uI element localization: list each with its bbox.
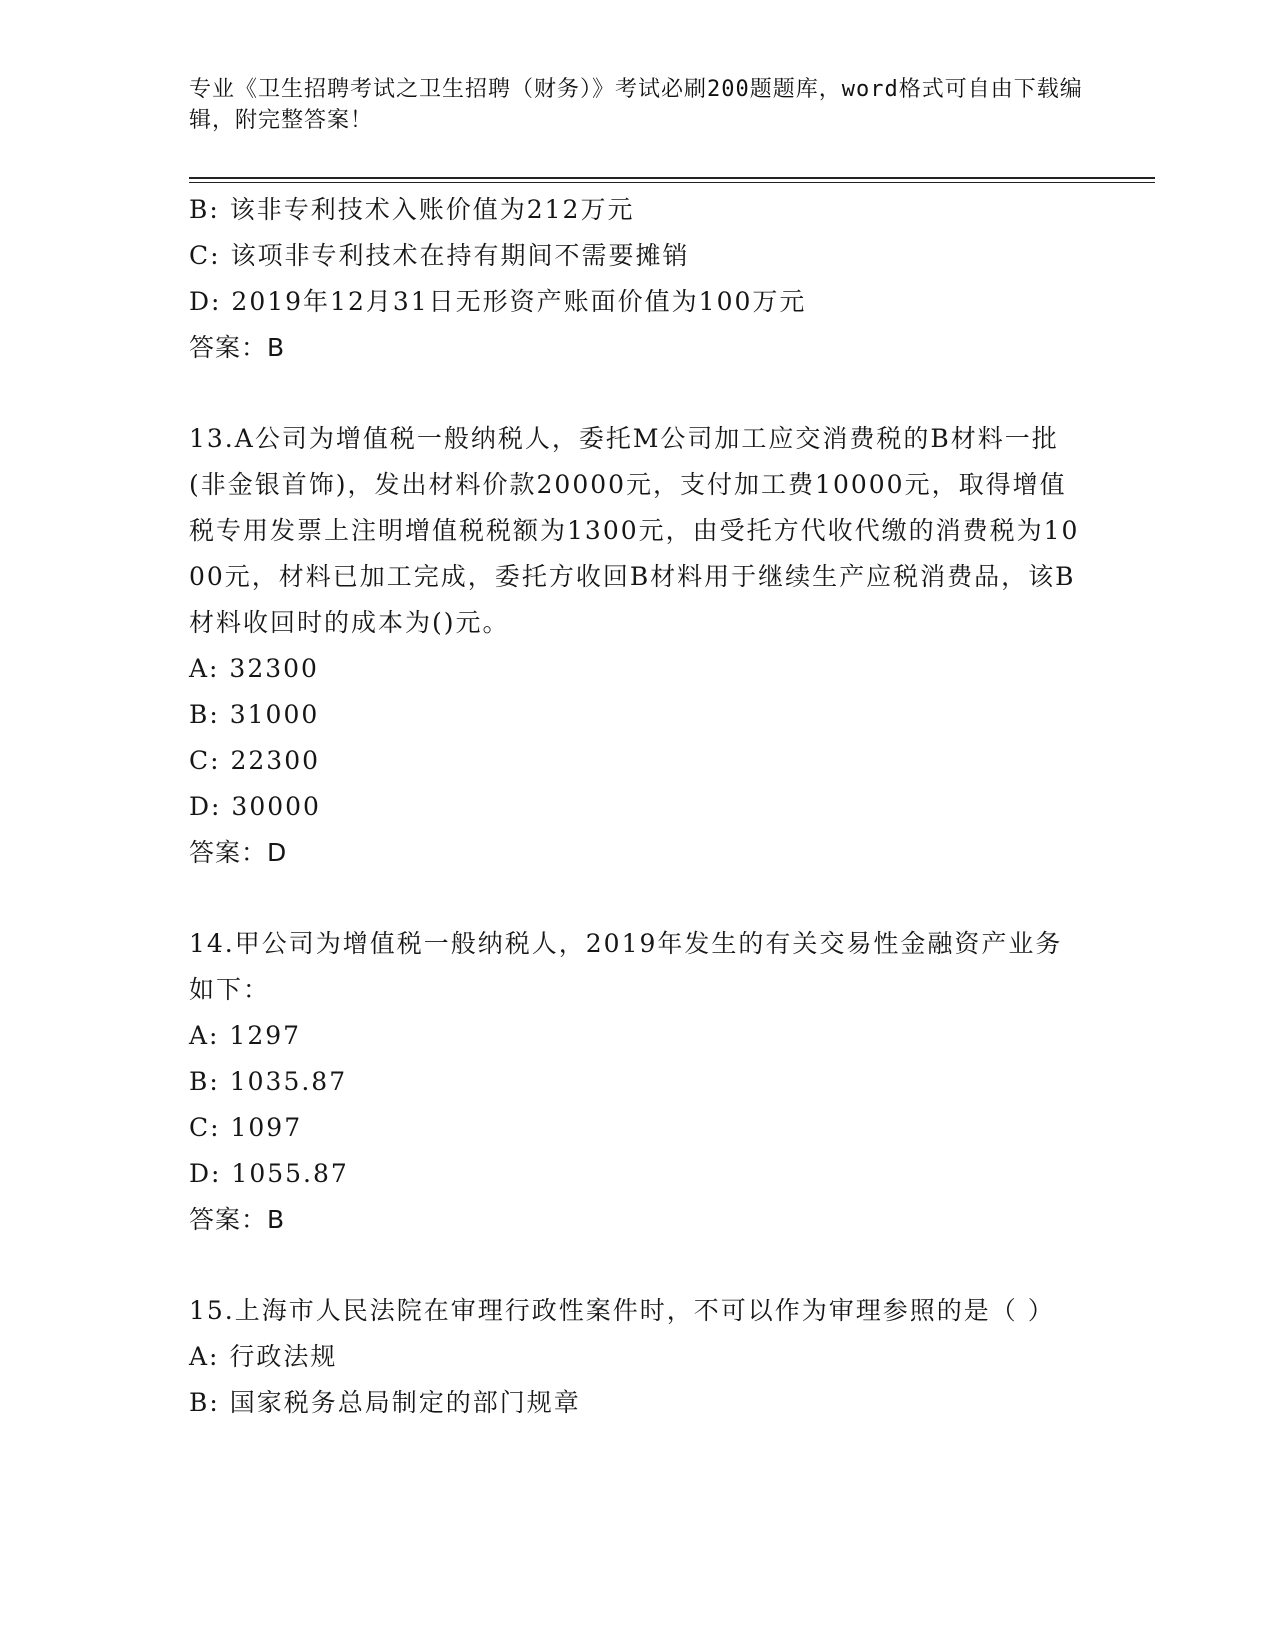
- question-stem: 14.甲公司为增值税一般纳税人，2019年发生的有关交易性金融资产业务如下：: [189, 929, 1063, 1004]
- option-b: B: 国家税务总局制定的部门规章: [189, 1388, 581, 1417]
- option-c: C: 22300: [189, 746, 321, 775]
- option-b: B: 1035.87: [189, 1067, 348, 1096]
- answer-line: 答案：B: [189, 333, 286, 362]
- question-13: [189, 416, 1089, 876]
- option-d: D: 30000: [189, 792, 321, 821]
- option-c: C: 1097: [189, 1113, 303, 1142]
- spacer: [189, 1243, 1089, 1288]
- question-14: [189, 921, 1089, 1243]
- question-list: [189, 187, 1089, 1426]
- question-12-continued: [189, 187, 1089, 371]
- option-b: B: 31000: [189, 700, 320, 729]
- option-a: A: 32300: [189, 654, 319, 683]
- document-header: 专业《卫生招聘考试之卫生招聘（财务）》考试必刷200题题库，word格式可自由下载编辑，附完整答案！: [189, 77, 1083, 133]
- question-15: [189, 1288, 1089, 1426]
- question-stem: 13.A公司为增值税一般纳税人，委托M公司加工应交消费税的B材料一批(非金银首饰)，发出材料价款20000元，支付加工费10000元，取得增值税专用发票上注明增值税税额为1300元，由受托方代收代缴的消费税为1000元，材料已加工完成，委托方收回B材料用于继续生产应税消费品，该B材料收回时的成本为()元。: [189, 424, 1080, 637]
- spacer: [189, 371, 1089, 416]
- option-a: A: 1297: [189, 1021, 302, 1050]
- option-d: D: 1055.87: [189, 1159, 349, 1188]
- option-b: B: 该非专利技术入账价值为212万元: [189, 195, 635, 224]
- question-stem: 15.上海市人民法院在审理行政性案件时，不可以作为审理参照的是（ ）: [189, 1296, 1055, 1325]
- header-divider-thin: [189, 182, 1155, 183]
- option-d: D: 2019年12月31日无形资产账面价值为100万元: [189, 287, 807, 316]
- spacer: [189, 876, 1089, 921]
- answer-line: 答案：D: [189, 838, 288, 867]
- option-a: A: 行政法规: [189, 1342, 338, 1371]
- answer-line: 答案：B: [189, 1205, 286, 1234]
- header-divider-thick: [189, 177, 1155, 179]
- option-c: C: 该项非专利技术在持有期间不需要摊销: [189, 241, 690, 270]
